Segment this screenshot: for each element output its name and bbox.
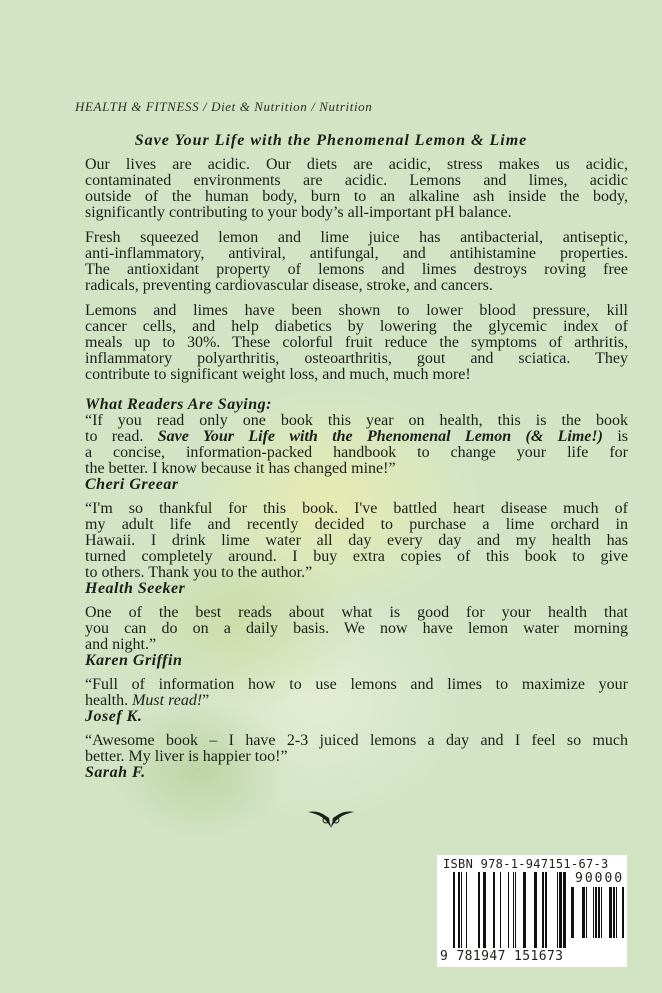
barcode-bar (609, 887, 612, 938)
barcode-bar (545, 872, 547, 948)
text-line: outside of the human body, burn to an alkaline ash inside the body, (85, 188, 628, 205)
barcode-bar (622, 887, 624, 938)
text-line: health. Must read!” (85, 692, 210, 709)
text-line: the better. I know because it has changed mine!” (85, 460, 396, 477)
barcode-bar (493, 872, 495, 948)
barcode-bar (598, 887, 600, 938)
text-line: contaminated environments are acidic. Lemons and limes, acidic (85, 172, 628, 189)
review (85, 677, 628, 725)
isbn-text: ISBN 978-1-947151-67-3 (443, 857, 609, 871)
barcode-bar (513, 872, 514, 948)
text-line: One of the best reads about what is good for your health that (85, 604, 628, 621)
barcode-bar (534, 872, 537, 948)
readers-heading: What Readers Are Saying: (85, 396, 272, 413)
text-line: Lemons and limes have been shown to lower blood pressure, kill (85, 302, 628, 319)
review-author: Cheri Greear (85, 476, 179, 493)
barcode-bar (461, 872, 462, 948)
text-line: cancer cells, and help diabetics by lowering the glycemic index of (85, 318, 628, 335)
barcode-bar (616, 887, 617, 938)
review-author: Josef K. (85, 708, 143, 725)
text-line: turned completely around. I buy extra copies of this book to give (85, 548, 628, 565)
paragraph (85, 230, 628, 294)
text-line: “I'm so thankful for this book. I've battled heart disease much of (85, 500, 628, 517)
review (85, 733, 628, 781)
barcode-bar (559, 872, 562, 948)
text-line: radicals, preventing cardiovascular disease, stroke, and cancers. (85, 277, 493, 294)
barcode-bar (458, 872, 460, 948)
barcode-bar (582, 887, 585, 938)
text-line: “If you read only one book this year on health, this is the book (85, 412, 628, 429)
book-title: Save Your Life with the Phenomenal Lemon & Lime (134, 132, 528, 149)
paragraph (85, 157, 628, 221)
barcode-bar (613, 887, 615, 938)
review (85, 501, 628, 597)
barcode-bar (595, 887, 597, 938)
ornament-icon (306, 808, 356, 830)
text-line: anti-inflammatory, antiviral, antifungal, and antihistamine properties. (85, 245, 628, 262)
barcode-bar (478, 872, 480, 948)
text-line: The antioxidant property of lemons and limes destroys roving free (85, 261, 628, 278)
barcode-bar (542, 872, 544, 948)
barcode-bar (586, 887, 587, 938)
text-line: better. My liver is happier too!” (85, 748, 288, 765)
text-line: significantly contributing to your body’s all-important pH balance. (85, 204, 512, 221)
text-line: to others. Thank you to the author.” (85, 564, 313, 581)
review-author: Karen Griffin (85, 652, 183, 669)
text-line: you can do on a daily basis. We now have lemon water morning (85, 620, 628, 637)
category-line: HEALTH & FITNESS / Diet & Nutrition / Nutrition (75, 99, 373, 114)
paragraph (85, 303, 628, 383)
barcode-bar (515, 872, 516, 948)
barcode-bar (500, 872, 501, 948)
review-author: Sarah F. (85, 764, 146, 781)
barcode-bar (466, 872, 467, 948)
review-author: Health Seeker (85, 580, 186, 597)
barcode-bar (563, 872, 566, 948)
text-line: “Full of information how to use lemons and limes to maximize your (85, 676, 628, 693)
text-line: Hawaii. I drink lime water all day every day and my health has (85, 532, 628, 549)
barcode-bar (601, 887, 602, 938)
barcode-bar (557, 872, 558, 948)
barcode-digits: 9 781947 151673 (440, 949, 564, 964)
text-line: Fresh squeezed lemon and lime juice has antibacterial, antiseptic, (85, 229, 628, 246)
review (85, 413, 628, 493)
text-line: and night.” (85, 636, 157, 653)
barcode-bar (593, 887, 594, 938)
price-code: 90000 (575, 871, 625, 886)
back-cover-text (85, 157, 628, 789)
text-line: “Awesome book – I have 2-3 juiced lemons a day and I feel so much (85, 732, 628, 749)
barcode-bar (571, 887, 574, 938)
barcode-bar (453, 872, 455, 948)
review (85, 605, 628, 669)
barcode-bar (483, 872, 486, 948)
text-line: my adult life and recently decided to purchase a lime orchard in (85, 516, 628, 533)
text-line: Our lives are acidic. Our diets are acidic, stress makes us acidic, (85, 156, 628, 173)
text-line: a concise, information-packed handbook to change your life for (85, 444, 628, 461)
isbn-barcode (437, 855, 627, 967)
text-line: inflammatory polyarthritis, osteoarthritis, gout and sciatica. They (85, 350, 628, 367)
barcode-bar (523, 872, 526, 948)
text-line: to read. Save Your Life with the Phenomenal Lemon (& Lime!) is (85, 428, 629, 445)
text-line: meals up to 30%. These colorful fruit reduce the symptoms of arthritis, (85, 334, 628, 351)
barcode-bar (508, 872, 509, 948)
text-line: contribute to significant weight loss, and much, much more! (85, 366, 471, 383)
